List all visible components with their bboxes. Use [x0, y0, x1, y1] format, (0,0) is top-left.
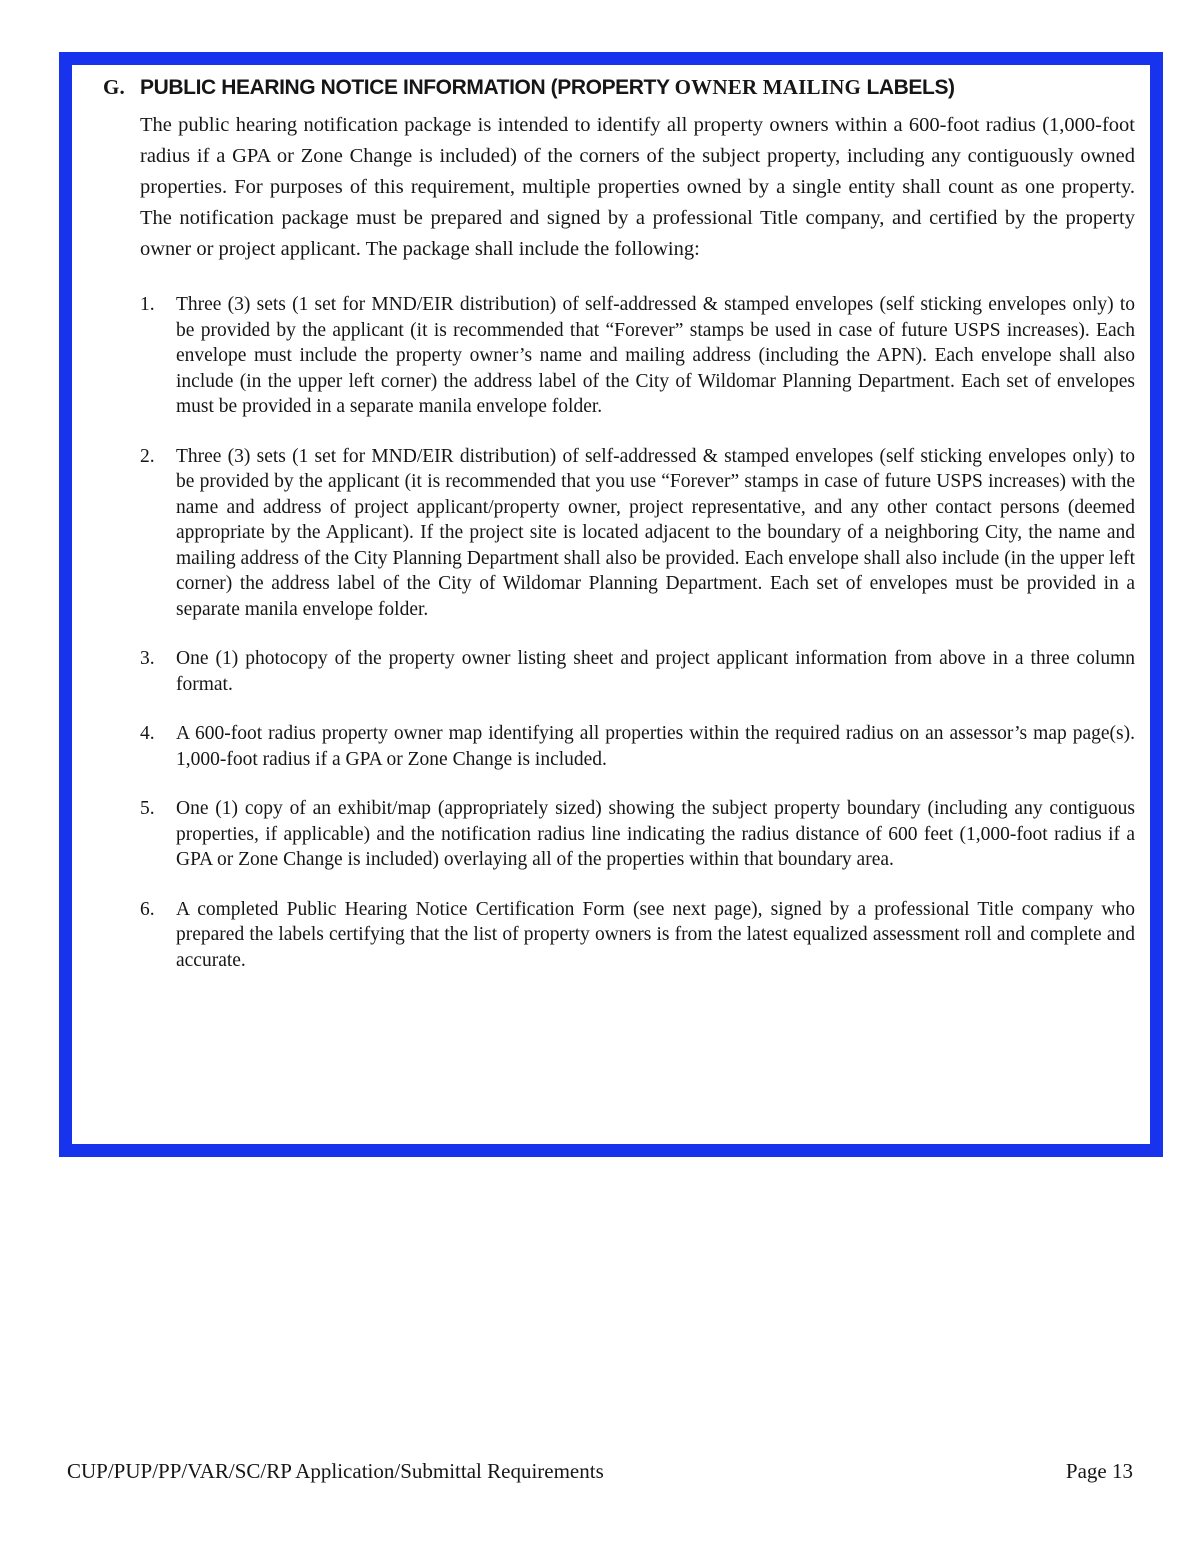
item-text: A 600-foot radius property owner map identifying all properties within the required radius on an assessor’s map page(s). 1,000-foot radius if a GPA or Zone Change is included. — [176, 723, 1135, 770]
footer-document-title: CUP/PUP/PP/VAR/SC/RP Application/Submittal Requirements — [67, 1459, 604, 1483]
requirement-list — [140, 292, 1135, 973]
section-heading — [103, 74, 1135, 101]
item-number: 6. — [140, 898, 155, 920]
section-title — [140, 74, 955, 101]
item-text: One (1) copy of an exhibit/map (appropriately sized) showing the subject property boundary (including any contiguous properties, if applicable) and the notification radius line indicating the radius distance of 600 feet (1,000-foot radius if a GPA or Zone Change is included) overlaying all of the properties within that boundary area. — [176, 798, 1135, 870]
item-text: Three (3) sets (1 set for MND/EIR distribution) of self-addressed & stamped envelopes (self sticking envelopes only) to be provided by the applicant (it is recommended that “Forever” stamps be used in case of future USPS increases). Each envelope must include the property owner’s name and mailing address (including the APN). Each envelope shall also include (in the upper left corner) the address label of the City of Wildomar Planning Department. Each set of envelopes must be provided in a separate manila envelope folder. — [176, 294, 1135, 417]
item-number: 3. — [140, 648, 155, 669]
item-number: 1. — [140, 294, 155, 315]
section-title-part3: LABELS) — [866, 76, 955, 99]
item-text: Three (3) sets (1 set for MND/EIR distribution) of self-addressed & stamped envelopes (self sticking envelopes only) to be provided by the applicant (it is recommended that you use “Forever” stamps in case of future USPS increases) with the name and address of project applicant/property owner, project representative, and any other contact persons (deemed appropriate by the Applicant). If the project site is located adjacent to the boundary of a neighboring City, the name and mailing address of the City Planning Department shall also be provided. Each envelope shall also include (in the upper left corner) the address label of the City of Wildomar Planning Department. Each set of envelopes must be provided in a separate manila envelope folder. — [176, 445, 1135, 620]
page-footer — [67, 1458, 1133, 1484]
list-item — [140, 796, 1135, 873]
section-content — [72, 65, 1150, 973]
list-item — [140, 721, 1135, 772]
item-number: 2. — [140, 445, 155, 467]
footer-page-number: Page 13 — [1065, 1459, 1133, 1483]
item-text: A completed Public Hearing Notice Certification Form (see next page), signed by a professional Title company who prepared the labels certifying that the list of property owners is from the latest equalized assessment roll and complete and accurate. — [176, 898, 1135, 971]
list-item — [140, 646, 1135, 697]
document-frame — [59, 52, 1163, 1157]
list-item — [140, 444, 1135, 623]
item-number: 4. — [140, 723, 155, 744]
item-number: 5. — [140, 798, 155, 819]
section-title-part1: PUBLIC HEARING NOTICE INFORMATION (PROPERTY — [140, 76, 675, 99]
section-label: G. — [103, 75, 125, 99]
section-title-part2: OWNER MAILING — [674, 75, 867, 99]
intro-paragraph: The public hearing notification package is intended to identify all property owners within a 600-foot radius (1,000-foot radius if a GPA or Zone Change is included) of the corners of the subject property, including any contiguously owned properties. For purposes of this requirement, multiple properties owned by a single entity shall count as one property. The notification package must be prepared and signed by a professional Title company, and certified by the property owner or project applicant. The package shall include the following: — [140, 114, 1135, 260]
item-text: One (1) photocopy of the property owner listing sheet and project applicant information from above in a three column format. — [176, 648, 1135, 695]
list-item — [140, 292, 1135, 420]
list-item — [140, 897, 1135, 974]
